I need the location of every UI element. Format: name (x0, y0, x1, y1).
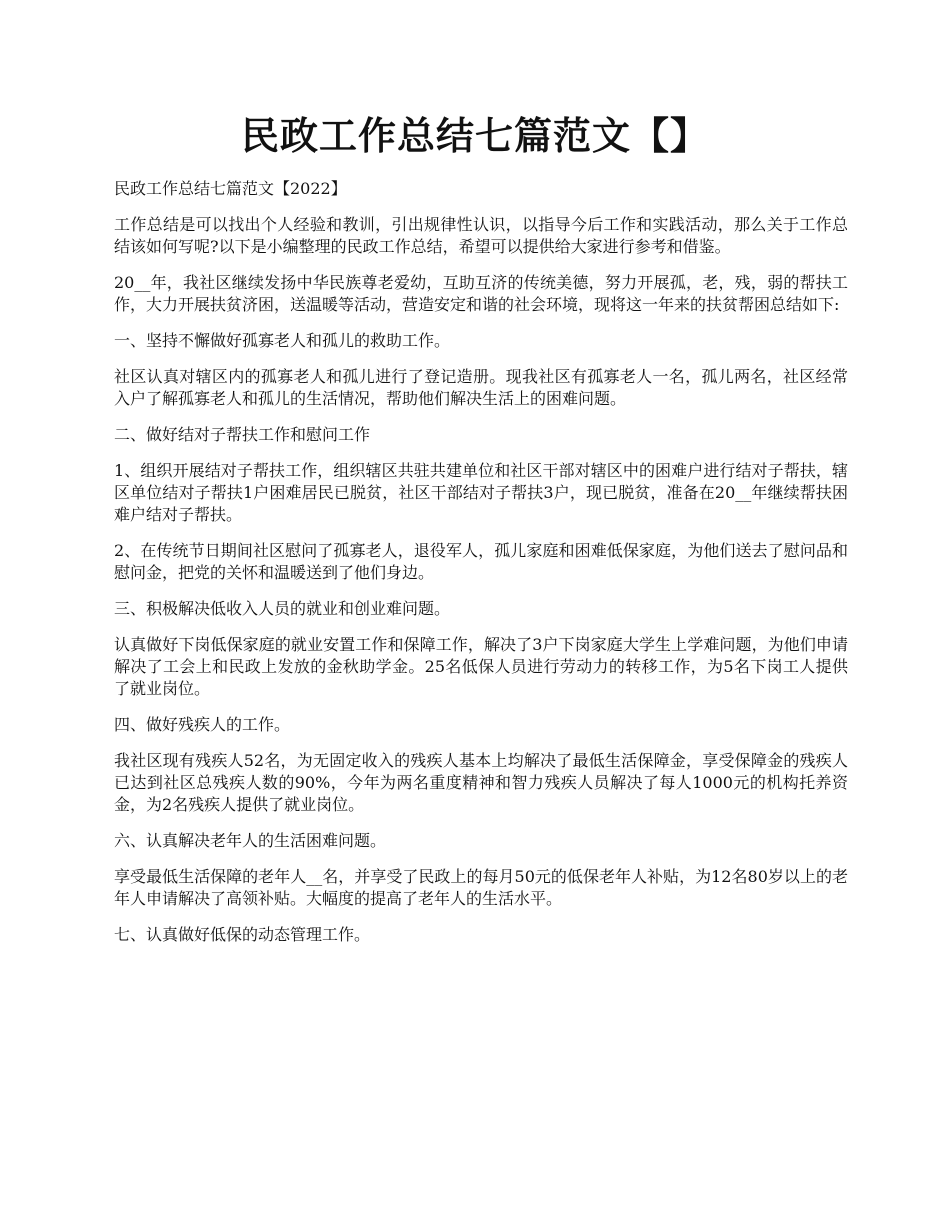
section-body-2-item-2: 2、在传统节日期间社区慰问了孤寡老人，退役军人，孤儿家庭和困难低保家庭，为他们送去了慰问品和慰问金，把党的关怀和温暖送到了他们身边。 (114, 541, 848, 582)
document-title: 民政工作总结七篇范文【】 (240, 113, 709, 158)
section-body-1: 社区认真对辖区内的孤寡老人和孤儿进行了登记造册。现我社区有孤寡老人一名，孤儿两名，社区经常入户了解孤寡老人和孤儿的生活情况，帮助他们解决生活上的困难问题。 (114, 367, 848, 408)
section-heading-2: 二、做好结对子帮扶工作和慰问工作 (114, 425, 371, 444)
document-body (114, 178, 848, 960)
section-heading-4: 四、做好残疾人的工作。 (114, 715, 291, 734)
overview-paragraph: 20__年，我社区继续发扬中华民族尊老爱幼，互助互济的传统美德，努力开展孤，老，残，弱的帮扶工作，大力开展扶贫济困，送温暖等活动，营造安定和谐的社会环境，现将这一年来的扶贫帮困总结如下: (114, 273, 848, 314)
section-heading-3: 三、积极解决低收入人员的就业和创业难问题。 (114, 599, 451, 618)
section-body-4: 我社区现有残疾人52名，为无固定收入的残疾人基本上均解决了最低生活保障金，享受保障金的残疾人已达到社区总残疾人数的90%，今年为两名重度精神和智力残疾人员解决了每人1000元的机构托养资金，为2名残疾人提供了就业岗位。 (114, 751, 848, 814)
intro-paragraph: 工作总结是可以找出个人经验和教训，引出规律性认识，以指导今后工作和实践活动，那么关于工作总结该如何写呢?以下是小编整理的民政工作总结，希望可以提供给大家进行参考和借鉴。 (114, 215, 848, 256)
section-body-3: 认真做好下岗低保家庭的就业安置工作和保障工作，解决了3户下岗家庭大学生上学难问题，为他们申请解决了工会上和民政上发放的金秋助学金。25名低保人员进行劳动力的转移工作，为5名下岗工人提供了就业岗位。 (114, 635, 848, 698)
section-heading-7: 七、认真做好低保的动态管理工作。 (114, 925, 371, 944)
section-heading-1: 一、坚持不懈做好孤寡老人和孤儿的救助工作。 (114, 331, 451, 350)
subtitle-paragraph: 民政工作总结七篇范文【2022】 (114, 179, 347, 198)
section-heading-6: 六、认真解决老年人的生活困难问题。 (114, 831, 387, 850)
section-body-2-item-1: 1、组织开展结对子帮扶工作，组织辖区共驻共建单位和社区干部对辖区中的困难户进行结对子帮扶，辖区单位结对子帮扶1户困难居民已脱贫，社区干部结对子帮扶3户，现已脱贫，准备在20__年继续帮扶困难户结对子帮扶。 (114, 461, 848, 524)
section-body-6: 享受最低生活保障的老年人__名，并享受了民政上的每月50元的低保老年人补贴，为12名80岁以上的老年人申请解决了高领补贴。大幅度的提高了老年人的生活水平。 (114, 867, 848, 908)
